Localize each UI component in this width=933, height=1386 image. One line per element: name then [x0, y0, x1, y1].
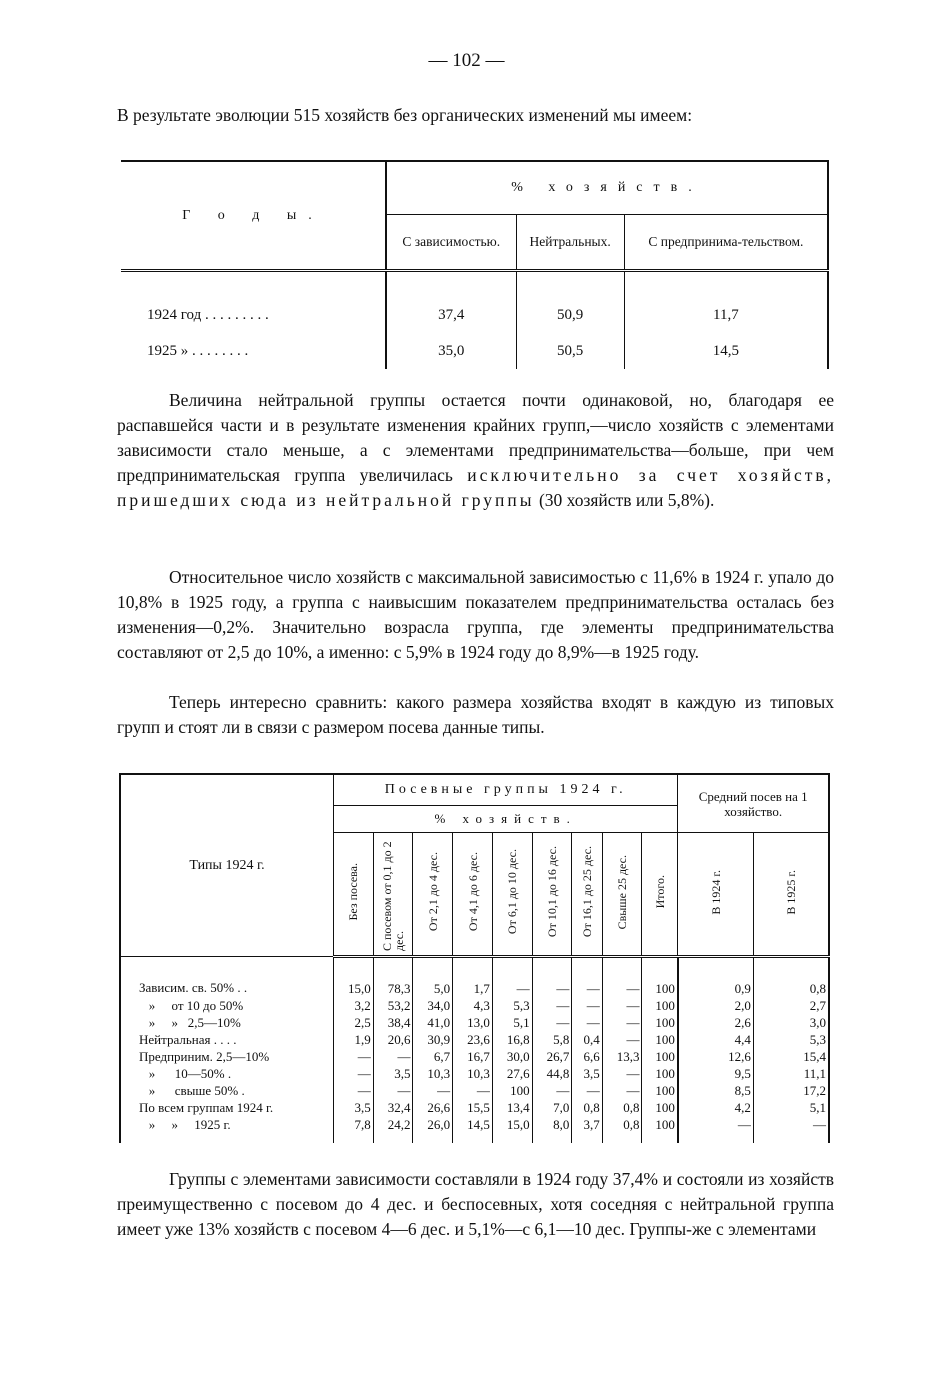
- table-cell: 0,9: [678, 957, 754, 998]
- table-cell: 4,4: [678, 1031, 754, 1048]
- table-cell: 0,8: [602, 1116, 642, 1143]
- table-cell: 26,0: [413, 1116, 453, 1143]
- row-label: » » 1925 г.: [139, 1117, 231, 1132]
- table-cell: 100: [642, 1014, 678, 1031]
- column-header-4-6: От 4,1 до 6 дес.: [453, 833, 493, 957]
- table-cell: 9,5: [678, 1065, 754, 1082]
- table-cell: 13,0: [453, 1014, 493, 1031]
- row-label: Зависим. св. 50% . .: [139, 980, 248, 995]
- paragraph-text: (30 хозяйств или 5,8%).: [534, 490, 715, 510]
- table-cell: —: [532, 1082, 572, 1099]
- table-cell: 8,0: [532, 1116, 572, 1143]
- column-header-neutral: Нейтральных.: [516, 215, 624, 271]
- table-cell: 3,5: [572, 1065, 602, 1082]
- table-cell: —: [572, 1082, 602, 1099]
- table-cell: 3,2: [334, 997, 374, 1014]
- table-cell: —: [334, 1048, 374, 1065]
- table-cell: —: [532, 997, 572, 1014]
- table-cell: —: [572, 997, 602, 1014]
- table-cell: —: [334, 1065, 374, 1082]
- table-cell: 10,3: [453, 1065, 493, 1082]
- table-cell: 16,8: [492, 1031, 532, 1048]
- table-cell: —: [602, 1031, 642, 1048]
- table-row: [120, 1048, 829, 1065]
- table-cell: 14,5: [453, 1116, 493, 1143]
- table-cell: 38,4: [373, 1014, 413, 1031]
- table-cell: 100: [642, 1031, 678, 1048]
- table-cell: 15,4: [753, 1048, 829, 1065]
- column-header-0-2: С посевом от 0,1 до 2 дес.: [373, 833, 413, 957]
- table-cell: 100: [642, 957, 678, 998]
- table-cell: —: [602, 997, 642, 1014]
- table-cell: 14,5: [624, 333, 828, 369]
- row-label: Нейтральная . . . .: [139, 1032, 237, 1047]
- table-cell: 17,2: [753, 1082, 829, 1099]
- households-evolution-table: [121, 160, 829, 369]
- row-label: » свыше 50% .: [139, 1083, 245, 1098]
- column-header-6-10: От 6,1 до 10 дес.: [492, 833, 532, 957]
- table-row: [120, 1031, 829, 1048]
- table-cell: 4,2: [678, 1099, 754, 1116]
- table-cell: 100: [642, 1082, 678, 1099]
- table-cell: —: [373, 1048, 413, 1065]
- table-cell: 7,8: [334, 1116, 374, 1143]
- row-label: » от 10 до 50%: [139, 998, 244, 1013]
- table-cell: 5,1: [753, 1099, 829, 1116]
- row-label: По всем группам 1924 г.: [139, 1100, 274, 1115]
- table-cell: 15,0: [334, 957, 374, 998]
- paragraph-dependent-groups: Группы с элементами зависимости составляли в 1924 году 37,4% и состояли из хозяйств преимущественно с посевом до 4 дес. и беспосевных, хотя соседняя с нейтральной группа имеет уже 13% хозяйств с посевом 4—6 дес. и 5,1%—с 6,1—10 дес. Группы-же с элементами: [117, 1169, 834, 1239]
- table-cell: 20,6: [373, 1031, 413, 1048]
- table-cell: 5,3: [492, 997, 532, 1014]
- column-header-avg-1924: В 1924 г.: [678, 833, 754, 957]
- year-label: 1925 » . . . . . . . .: [121, 333, 386, 369]
- table-cell: 100: [642, 1099, 678, 1116]
- table-cell: 0,8: [753, 957, 829, 998]
- table-cell: —: [602, 1082, 642, 1099]
- table-cell: 35,0: [438, 342, 465, 359]
- table-cell: 3,5: [334, 1099, 374, 1116]
- table-row: [121, 271, 828, 334]
- table-cell: 2,0: [678, 997, 754, 1014]
- year-label: 1924 год . . . . . . . . .: [121, 271, 386, 334]
- paragraph-text: Величина нейтральной группы остается почти одинаковой, но, благодаря ее распавшейся части и в результате изменения крайних групп,—число хозяйств с элементами зависимости стало меньше, а с элементами предпринимательства—больше, при чем предпринимательская группа увеличилась: [117, 390, 834, 485]
- table-cell: 11,1: [753, 1065, 829, 1082]
- paragraph-relative-number: Относительное число хозяйств с максимальной зависимостью с 11,6% в 1924 г. упало до 10,8% в 1925 году, а группа с наивысшим показателем предпринимательства осталась без изменения—0,2%. Значительно возрасла группа, где элементы предпринимательства составляют от 2,5 до 10%, а именно: с 5,9% в 1924 году до 8,9%—в 1925 году.: [117, 567, 834, 662]
- table-row: [120, 957, 829, 998]
- table-cell: 6,7: [413, 1048, 453, 1065]
- table-cell: 6,6: [572, 1048, 602, 1065]
- table-cell: 30,9: [413, 1031, 453, 1048]
- column-header-16-25: От 16,1 до 25 дес.: [572, 833, 602, 957]
- table-cell: 15,0: [492, 1116, 532, 1143]
- table-cell: —: [532, 1014, 572, 1031]
- table-cell: 2,6: [678, 1014, 754, 1031]
- table-cell: —: [753, 1116, 829, 1143]
- table-cell: —: [334, 1082, 374, 1099]
- page-number: — 102 —: [428, 50, 505, 71]
- types-header: Типы 1924 г.: [120, 774, 334, 957]
- table-cell: 10,3: [413, 1065, 453, 1082]
- table-cell: 100: [642, 997, 678, 1014]
- years-header: Г о д ы.: [121, 161, 386, 271]
- table-cell: 0,8: [602, 1099, 642, 1116]
- table-cell: —: [492, 957, 532, 998]
- table-cell: —: [413, 1082, 453, 1099]
- table-row: [120, 1082, 829, 1099]
- table-cell: 100: [642, 1116, 678, 1143]
- table-cell: 26,6: [413, 1099, 453, 1116]
- table-cell: 4,3: [453, 997, 493, 1014]
- row-label: » 10—50% .: [139, 1066, 232, 1081]
- table-cell: —: [373, 1082, 413, 1099]
- table-cell: 16,7: [453, 1048, 493, 1065]
- column-header-no-sowing: Без посева.: [334, 833, 374, 957]
- table-cell: 13,4: [492, 1099, 532, 1116]
- table-cell: —: [602, 1014, 642, 1031]
- table-cell: —: [453, 1082, 493, 1099]
- table-cell: 0,4: [572, 1031, 602, 1048]
- table-cell: 1,9: [334, 1031, 374, 1048]
- paragraph-compare: Теперь интересно сравнить: какого размера хозяйства входят в каждую из типовых групп и стоят ли в связи с размером посева данные типы.: [117, 692, 834, 737]
- table-cell: 5,1: [492, 1014, 532, 1031]
- table-cell: 41,0: [413, 1014, 453, 1031]
- table-cell: 15,5: [453, 1099, 493, 1116]
- intro-paragraph: В результате эволюции 515 хозяйств без органических изменений мы имеем:: [117, 105, 693, 125]
- table-cell: 50,5: [516, 333, 624, 369]
- spaced-emphasis-text: исключительно за счет хозяйств, пришедших сюда из нейтральной группы: [117, 465, 834, 510]
- table-cell: 2,5: [334, 1014, 374, 1031]
- percent-households-header: % хозяйств.: [334, 806, 678, 833]
- table-cell: 30,0: [492, 1048, 532, 1065]
- table-cell: 1,7: [453, 957, 493, 998]
- table-cell: 3,5: [373, 1065, 413, 1082]
- table-cell: 26,7: [532, 1048, 572, 1065]
- column-header-total: Итого.: [642, 833, 678, 957]
- table-cell: 44,8: [532, 1065, 572, 1082]
- table-cell: 50,9: [516, 271, 624, 334]
- table-cell: —: [602, 1065, 642, 1082]
- table-cell: 13,3: [602, 1048, 642, 1065]
- table-cell: —: [602, 957, 642, 998]
- column-header-avg-1925: В 1925 г.: [753, 833, 829, 957]
- table-cell: —: [678, 1116, 754, 1143]
- table-cell: 32,4: [373, 1099, 413, 1116]
- table-cell: 23,6: [453, 1031, 493, 1048]
- table-cell: 3,0: [753, 1014, 829, 1031]
- table-row: [120, 1014, 829, 1031]
- table-cell: 37,4: [438, 306, 465, 323]
- table-row: [120, 1116, 829, 1143]
- percent-households-header: % хозяйств.: [386, 161, 828, 215]
- table-row: [120, 997, 829, 1014]
- column-header-over-25: Свыше 25 дес.: [602, 833, 642, 957]
- sowing-groups-table: [119, 773, 830, 1143]
- column-header-10-16: От 10,1 до 16 дес.: [532, 833, 572, 957]
- table-cell: 24,2: [373, 1116, 413, 1143]
- table-row: [120, 1065, 829, 1082]
- average-sowing-header: Средний посев на 1 хозяйство.: [678, 774, 829, 833]
- table-cell: 7,0: [532, 1099, 572, 1116]
- table-cell: 34,0: [413, 997, 453, 1014]
- table-row: [120, 1099, 829, 1116]
- table-cell: 0,8: [572, 1099, 602, 1116]
- table-cell: —: [572, 1014, 602, 1031]
- table-cell: 100: [642, 1048, 678, 1065]
- column-header-entrepreneurial: С предпринима-тельством.: [624, 215, 828, 271]
- column-header-dependent: С зависимостью.: [402, 234, 501, 249]
- table-cell: 2,7: [753, 997, 829, 1014]
- table-row: [121, 333, 828, 369]
- table-cell: 78,3: [373, 957, 413, 998]
- row-label: Предприним. 2,5—10%: [139, 1049, 270, 1064]
- table-cell: 12,6: [678, 1048, 754, 1065]
- row-label: » » 2,5—10%: [139, 1015, 241, 1030]
- table-cell: 5,0: [413, 957, 453, 998]
- table-cell: 27,6: [492, 1065, 532, 1082]
- table-cell: 5,3: [753, 1031, 829, 1048]
- table-cell: 100: [642, 1065, 678, 1082]
- table-cell: 11,7: [624, 271, 828, 334]
- sowing-groups-header: Посевные группы 1924 г.: [334, 774, 678, 806]
- column-header-2-4: От 2,1 до 4 дес.: [413, 833, 453, 957]
- table-cell: 5,8: [532, 1031, 572, 1048]
- table-cell: —: [572, 957, 602, 998]
- table-cell: 53,2: [373, 997, 413, 1014]
- table-cell: 100: [492, 1082, 532, 1099]
- table-cell: —: [532, 957, 572, 998]
- table-cell: 8,5: [678, 1082, 754, 1099]
- paragraph-neutral-group: [117, 388, 834, 513]
- table-cell: 3,7: [572, 1116, 602, 1143]
